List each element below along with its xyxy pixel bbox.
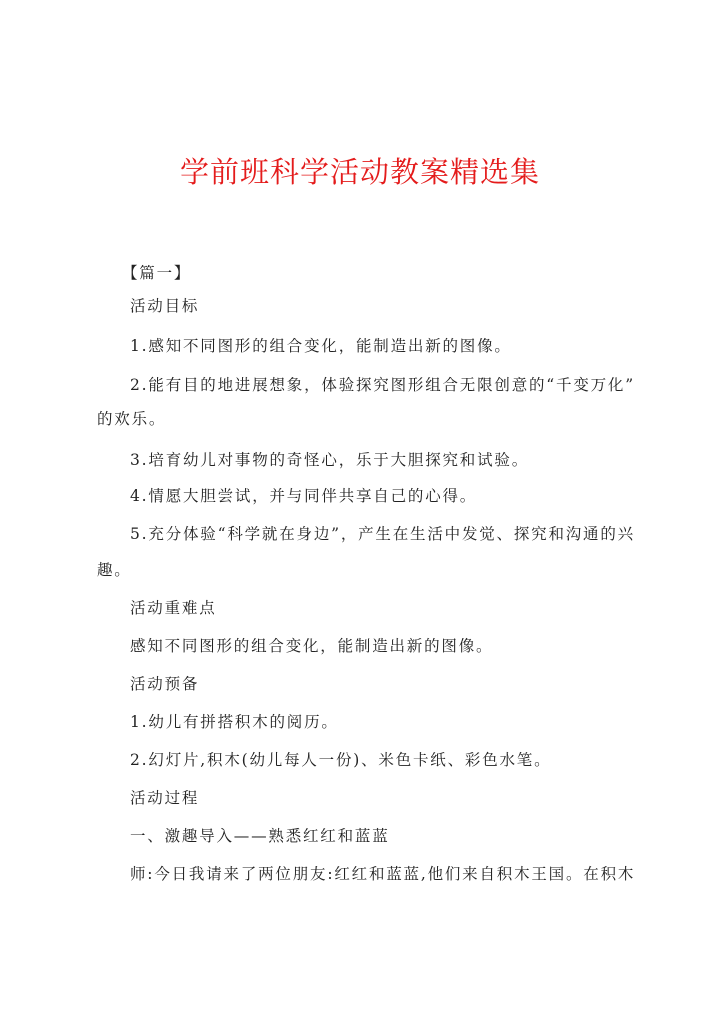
preparation-item-1: 1.幼儿有拼搭积木的阅历。 [130, 713, 339, 731]
goal-item-5: 5.充分体验“科学就在身边”，产生在生活中发觉、探究和沟通的兴 [130, 525, 635, 543]
process-text-1: 师:今日我请来了两位朋友:红红和蓝蓝,他们来自积木王国。在积木 [130, 865, 636, 883]
goal-item-4: 4.情愿大胆尝试，并与同伴共享自己的心得。 [130, 487, 478, 505]
goal-item-1: 1.感知不同图形的组合变化，能制造出新的图像。 [130, 337, 512, 355]
process-step-1: 一、激趣导入——熟悉红红和蓝蓝 [130, 827, 390, 845]
goal-item-5-continued: 趣。 [97, 561, 132, 579]
document-title: 学前班科学活动教案精选集 [179, 155, 540, 189]
preparation-item-2: 2.幻灯片,积木(幼儿每人一份)、米色卡纸、彩色水笔。 [130, 751, 552, 769]
heading-activity-process: 活动过程 [130, 789, 200, 807]
heading-key-difficulties: 活动重难点 [130, 599, 217, 617]
heading-preparation: 活动预备 [130, 675, 200, 693]
section-heading-part-one: 【篇一】 [122, 264, 192, 282]
goal-item-2-continued: 的欢乐。 [97, 410, 167, 428]
goal-item-3: 3.培育幼儿对事物的奇怪心，乐于大胆探究和试验。 [130, 451, 529, 469]
heading-activity-goals: 活动目标 [130, 297, 200, 315]
goal-item-2: 2.能有目的地进展想象，体验探究图形组合无限创意的“千变万化” [130, 376, 635, 394]
key-difficulties-text: 感知不同图形的组合变化，能制造出新的图像。 [130, 637, 494, 655]
